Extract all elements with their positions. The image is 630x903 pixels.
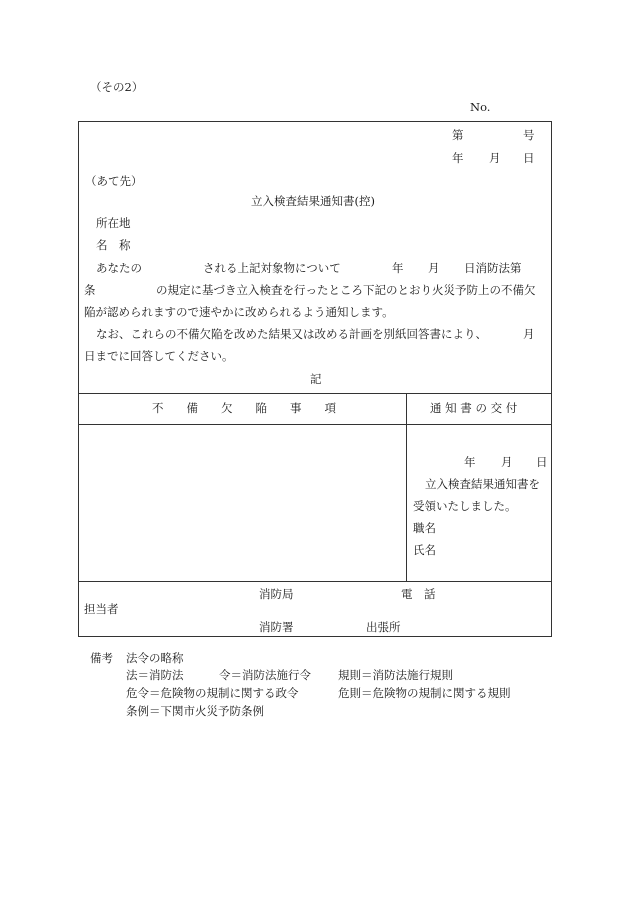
- person-in-charge-label: 担当者: [84, 602, 119, 616]
- body-line1-b: される上記対象物について: [203, 261, 341, 275]
- form-subtitle: （その2）: [90, 80, 144, 94]
- delivery-line1: 立入検査結果通知書を: [425, 477, 540, 491]
- no-label: No.: [470, 100, 491, 114]
- person-label: 氏名: [413, 543, 436, 557]
- remarks-row3-a: 条例＝下関市火災予防条例: [126, 704, 264, 718]
- branch-office-label: 出張所: [366, 620, 401, 634]
- remarks-row2-b: 危則＝危険物の規制に関する規則: [338, 686, 511, 700]
- position-label: 職名: [413, 521, 436, 535]
- number-go: 号: [523, 128, 535, 142]
- date-day: 日: [523, 151, 535, 165]
- body-line2-b: の規定に基づき立入検査を行ったところ下記のとおり火災予防上の不備欠: [156, 283, 536, 297]
- body-line1-year: 年: [392, 261, 404, 275]
- divider-table-columns: [406, 393, 407, 582]
- remarks-row2-a: 危令＝危険物の規制に関する政令: [126, 686, 299, 700]
- delivery-year: 年: [464, 455, 476, 469]
- address-label: 所在地: [96, 216, 131, 230]
- fire-station-label: 消防署: [259, 620, 294, 634]
- remarks-label: 備考: [90, 651, 113, 665]
- divider-notice-table: [78, 393, 552, 394]
- delivery-month: 月: [501, 455, 513, 469]
- remarks-heading: 法令の略称: [126, 651, 184, 665]
- remarks-row1-a: 法＝消防法: [126, 668, 184, 682]
- remarks-row1-c: 規則＝消防法施行規則: [338, 668, 453, 682]
- divider-table-footer: [78, 581, 552, 582]
- remarks-row1-b: 令＝消防法施行令: [219, 668, 311, 682]
- body-line4-a: なお、これらの不備欠陥を改めた結果又は改める計画を別紙回答書により、: [96, 327, 487, 341]
- body-line5: 日までに回答してください。: [84, 349, 234, 363]
- body-line2-a: 条: [84, 283, 96, 297]
- body-line3: 陥が認められますので速やかに改められるよう通知します。: [84, 305, 394, 319]
- name-label: 名 称: [96, 238, 131, 252]
- body-line1-c: 日消防法第: [464, 261, 522, 275]
- notice-title: 立入検査結果通知書(控): [251, 194, 375, 208]
- addressee: （あて先）: [85, 174, 143, 188]
- ki-label: 記: [310, 372, 322, 386]
- date-month: 月: [489, 151, 501, 165]
- body-line1-month: 月: [428, 261, 440, 275]
- date-year: 年: [452, 151, 464, 165]
- phone-label: 電 話: [401, 587, 436, 601]
- defects-header: 不 備 欠 陥 事 項: [152, 401, 336, 415]
- divider-table-header: [78, 424, 552, 425]
- fire-bureau-label: 消防局: [259, 587, 294, 601]
- number-dai: 第: [452, 128, 464, 142]
- delivery-header: 通 知 書 の 交 付: [430, 401, 518, 415]
- delivery-line2: 受領いたしました。: [413, 499, 517, 513]
- body-line1-a: あなたの: [96, 261, 142, 275]
- delivery-day: 日: [536, 455, 548, 469]
- body-line4-month: 月: [523, 327, 535, 341]
